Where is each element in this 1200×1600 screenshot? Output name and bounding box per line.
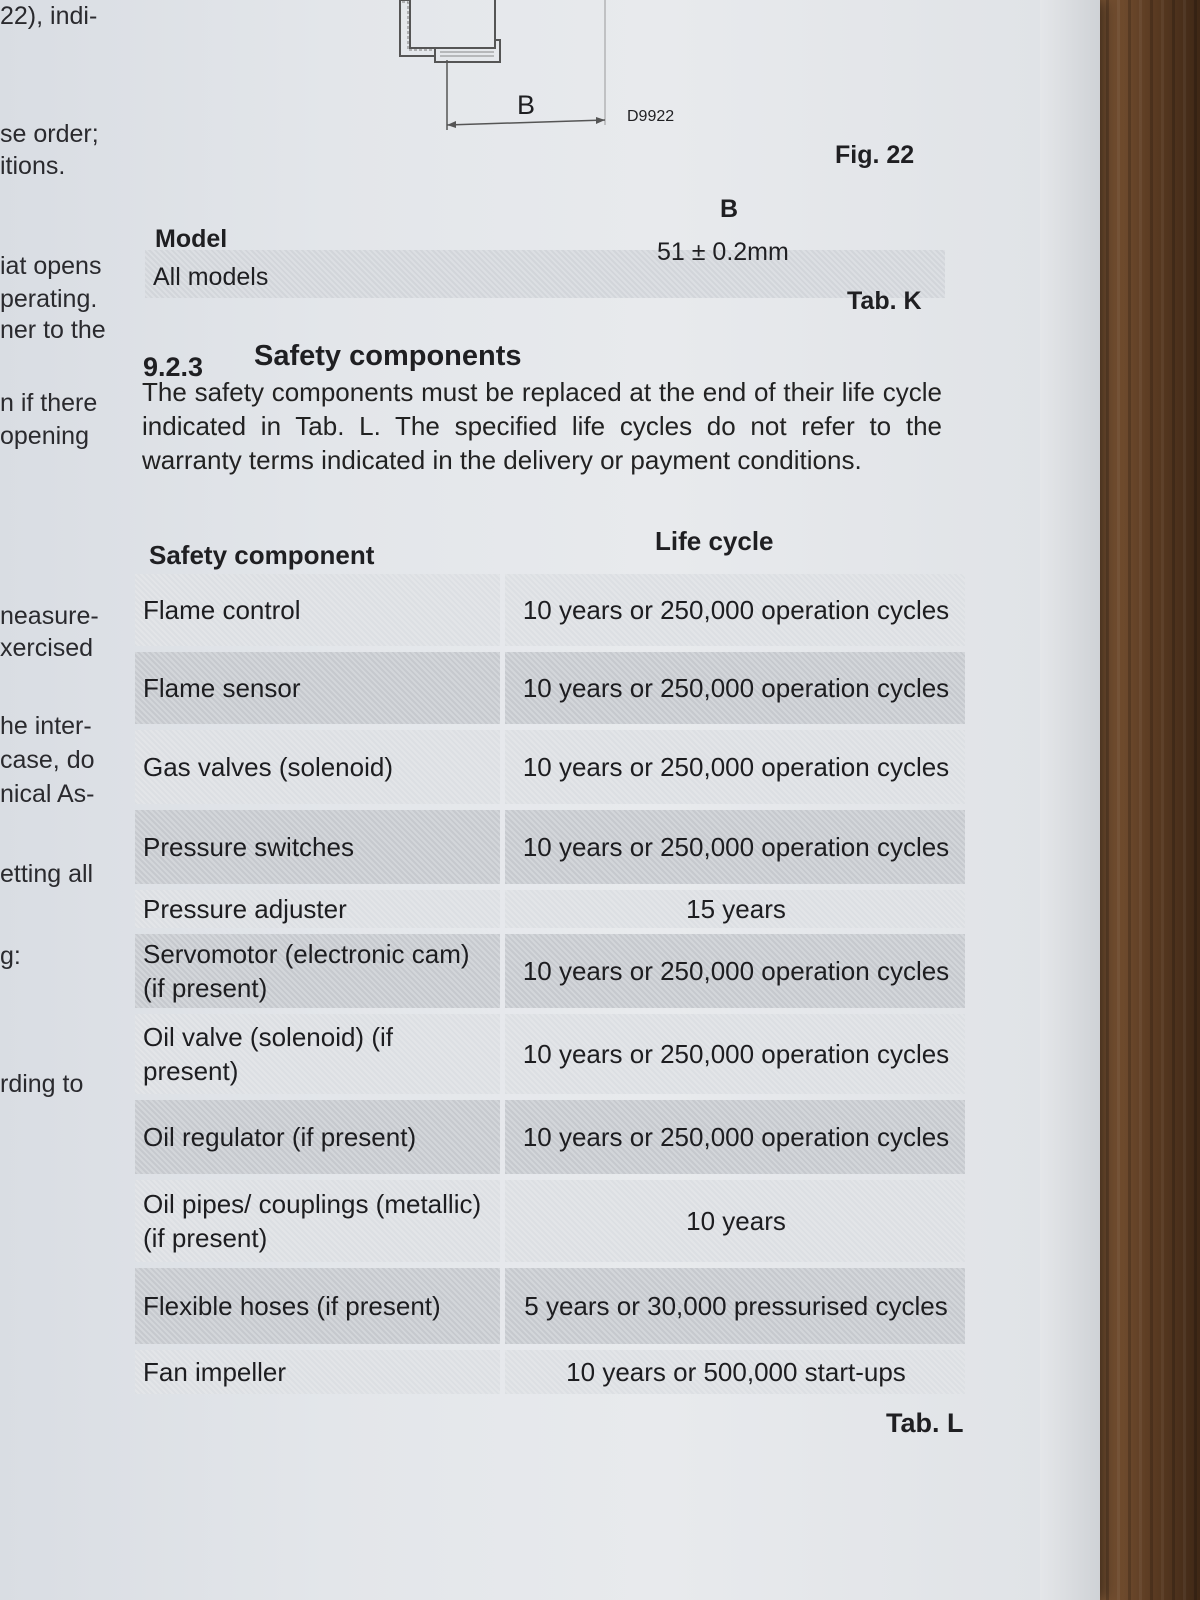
table-row <box>135 932 965 1010</box>
safety-component-cell: Pressure switches <box>143 832 354 862</box>
life-cycle-cell: 10 years or 250,000 operation cycles <box>522 956 950 986</box>
safety-component-cell: Flame control <box>143 595 301 625</box>
left-fragment-text: n if there <box>0 389 98 417</box>
safety-component-cell: Flame sensor <box>143 673 301 703</box>
table-row <box>135 1348 965 1396</box>
life-cycle-cell: 10 years or 500,000 start-ups <box>566 1357 906 1387</box>
safety-component-cell: Fan impeller <box>143 1357 287 1387</box>
table-row <box>135 808 965 886</box>
left-fragment-text: perating. <box>0 285 98 313</box>
safety-component-cell: Servomotor (electronic cam) (if present) <box>143 939 470 1003</box>
life-cycle-cell: 10 years or 250,000 operation cycles <box>522 673 950 703</box>
life-cycle-cell: 10 years or 250,000 operation cycles <box>522 752 950 782</box>
table-row <box>135 1012 965 1096</box>
table-row <box>135 1098 965 1176</box>
left-fragment-text: xercised <box>0 634 94 662</box>
page-edge <box>1040 0 1100 1600</box>
tab-l-header-component: Safety component <box>149 540 375 570</box>
safety-component-cell: Flexible hoses (if present) <box>143 1291 441 1321</box>
tab-k-value-b: 51 ± 0.2mm <box>657 238 789 266</box>
safety-component-cell: Oil regulator (if present) <box>143 1122 417 1152</box>
table-row <box>135 572 965 648</box>
life-cycle-cell: 10 years or 250,000 operation cycles <box>522 595 950 625</box>
left-fragment-text: neasure- <box>0 602 99 630</box>
left-fragment-text: nical As- <box>0 780 95 808</box>
left-fragment-text: opening <box>0 422 89 450</box>
life-cycle-cell: 10 years <box>686 1206 786 1236</box>
figure-caption: Fig. 22 <box>835 141 915 169</box>
left-fragment-text: iat opens <box>0 252 102 280</box>
safety-component-cell: Oil pipes/ couplings (metallic) (if present) <box>143 1189 482 1253</box>
tab-l-header-life: Life cycle <box>655 526 774 556</box>
left-fragment-text: ner to the <box>0 316 106 344</box>
tab-l-label: Tab. L <box>886 1408 964 1438</box>
tab-k-header-b: B <box>720 195 739 223</box>
left-fragment-text: rding to <box>0 1070 84 1098</box>
life-cycle-cell: 10 years or 250,000 operation cycles <box>522 1122 950 1152</box>
left-fragment-text: 22), indi- <box>0 2 98 30</box>
section-paragraph: The safety components must be replaced at the end of their life cycle indicated in Tab. L. The specified life cycles do not refer to the warranty terms indicated in the delivery or payment conditions. <box>142 377 942 475</box>
safety-component-cell: Pressure adjuster <box>143 894 347 924</box>
life-cycle-cell: 5 years or 30,000 pressurised cycles <box>524 1291 948 1321</box>
table-row <box>135 728 965 806</box>
dimension-label-b: B <box>517 90 536 120</box>
life-cycle-cell: 15 years <box>686 894 786 924</box>
table-row <box>135 650 965 726</box>
left-fragment-text: he inter- <box>0 712 92 740</box>
table-row <box>135 1178 965 1264</box>
table-row <box>135 888 965 930</box>
table-row <box>135 1266 965 1346</box>
safety-component-cell: Gas valves (solenoid) <box>143 752 393 782</box>
safety-component-cell: Oil valve (solenoid) (if present) <box>143 1022 393 1086</box>
tab-k-value-model: All models <box>153 263 269 291</box>
life-cycle-cell: 10 years or 250,000 operation cycles <box>522 832 950 862</box>
section-title: Safety components <box>254 340 522 372</box>
left-fragment-text: g: <box>0 942 21 970</box>
left-fragment-text: itions. <box>0 152 66 180</box>
left-fragment-text: se order; <box>0 120 99 148</box>
section-number: 9.2.3 <box>143 352 204 382</box>
tab-k-label: Tab. K <box>847 287 922 315</box>
life-cycle-cell: 10 years or 250,000 operation cycles <box>522 1039 950 1069</box>
left-fragment-text: case, do <box>0 746 95 774</box>
left-fragment-text: etting all <box>0 860 94 888</box>
drawing-code: D9922 <box>627 108 675 125</box>
tab-k-header-model: Model <box>155 225 228 253</box>
